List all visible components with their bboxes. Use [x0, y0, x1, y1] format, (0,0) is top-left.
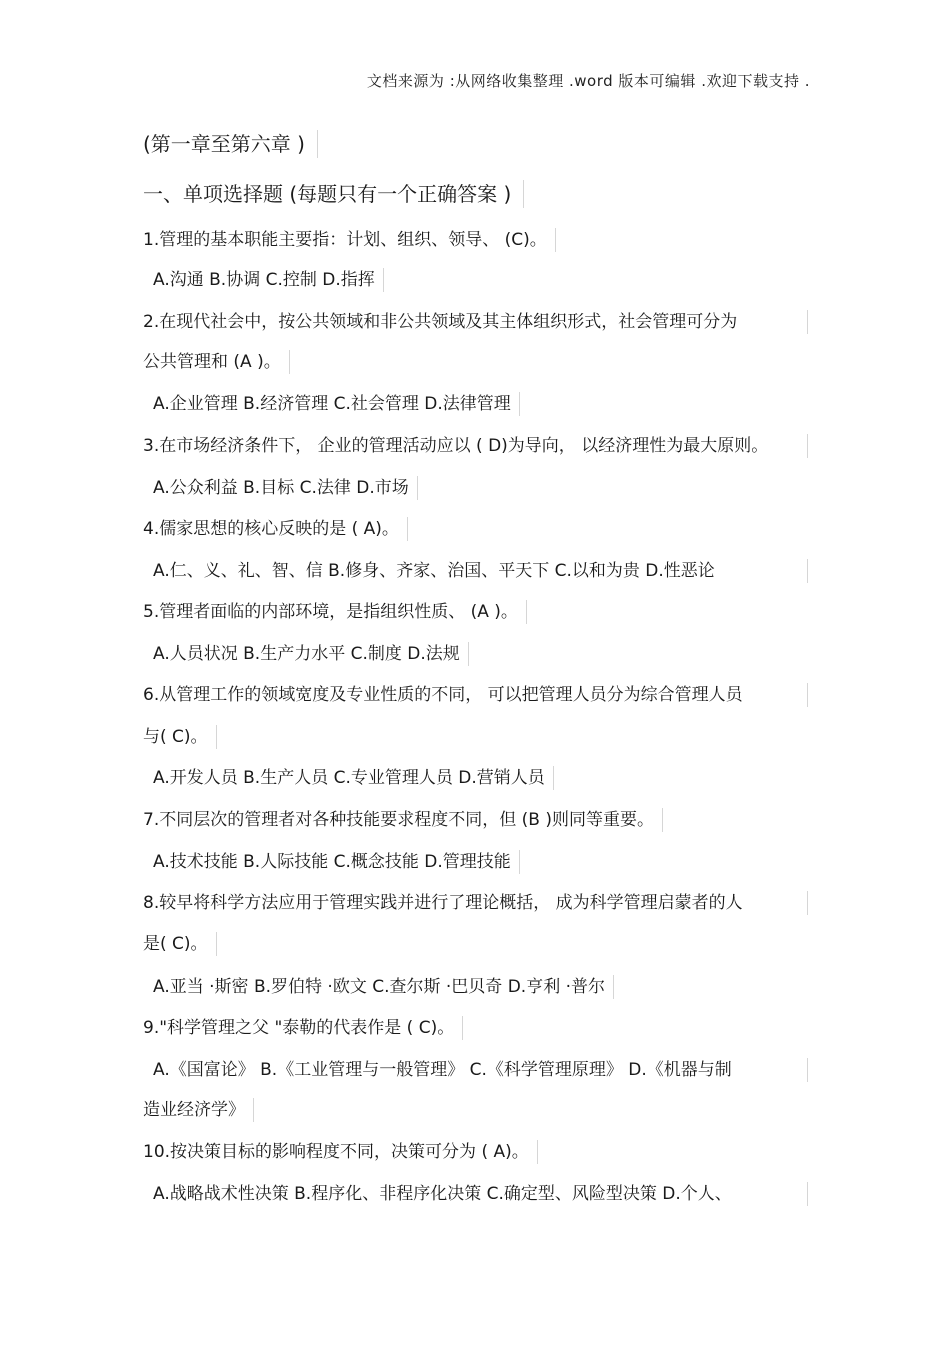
options-4: A.仁、义、礼、智、信 B.修身、齐家、治国、平天下 C.以和为贵 D.性恶论 [153, 559, 808, 583]
question-8-cont: 是( C)。 [143, 932, 217, 956]
options-3: A.公众利益 B.目标 C.法律 D.市场 [153, 476, 418, 500]
options-2: A.企业管理 B.经济管理 C.社会管理 D.法律管理 [153, 392, 520, 416]
question-7: 7.不同层次的管理者对各种技能要求程度不同，但 (B )则同等重要。 [143, 808, 663, 832]
question-8: 8.较早将科学方法应用于管理实践并进行了理论概括， 成为科学管理启蒙者的人 [143, 891, 808, 915]
question-4: 4.儒家思想的核心反映的是 ( A)。 [143, 517, 408, 541]
options-9-cont: 造业经济学》 [143, 1098, 254, 1122]
question-1: 1.管理的基本职能主要指：计划、组织、领导、 (C)。 [143, 228, 556, 252]
chapter-heading: (第一章至第六章 ) [143, 130, 318, 158]
question-3: 3.在市场经济条件下， 企业的管理活动应以 ( D)为导向， 以经济理性为最大原则。 [143, 434, 808, 458]
question-5: 5.管理者面临的内部环境，是指组织性质、 (A )。 [143, 600, 527, 624]
options-8: A.亚当 ·斯密 B.罗伯特 ·欧文 C.查尔斯 ·巴贝奇 D.亨利 ·普尔 [153, 975, 614, 999]
options-9: A.《国富论》 B.《工业管理与一般管理》 C.《科学管理原理》 D.《机器与制 [153, 1058, 808, 1082]
question-2-cont: 公共管理和 (A )。 [143, 350, 290, 374]
options-7: A.技术技能 B.人际技能 C.概念技能 D.管理技能 [153, 850, 520, 874]
question-6-cont: 与( C)。 [143, 725, 217, 749]
options-5: A.人员状况 B.生产力水平 C.制度 D.法规 [153, 642, 469, 666]
options-10: A.战略战术性决策 B.程序化、非程序化决策 C.确定型、风险型决策 D.个人、 [153, 1182, 808, 1206]
header-note: 文档来源为 :从网络收集整理 .word 版本可编辑 .欢迎下载支持 . [366, 72, 810, 90]
question-10: 10.按决策目标的影响程度不同，决策可分为 ( A)。 [143, 1140, 538, 1164]
options-6: A.开发人员 B.生产人员 C.专业管理人员 D.营销人员 [153, 766, 554, 790]
question-6: 6.从管理工作的领域宽度及专业性质的不同， 可以把管理人员分为综合管理人员 [143, 683, 808, 707]
options-1: A.沟通 B.协调 C.控制 D.指挥 [153, 268, 384, 292]
question-9: 9."科学管理之父 "泰勒的代表作是 ( C)。 [143, 1016, 463, 1040]
question-2: 2.在现代社会中，按公共领域和非公共领域及其主体组织形式，社会管理可分为 [143, 310, 808, 334]
section-heading: 一、单项选择题 (每题只有一个正确答案 ) [143, 180, 524, 208]
